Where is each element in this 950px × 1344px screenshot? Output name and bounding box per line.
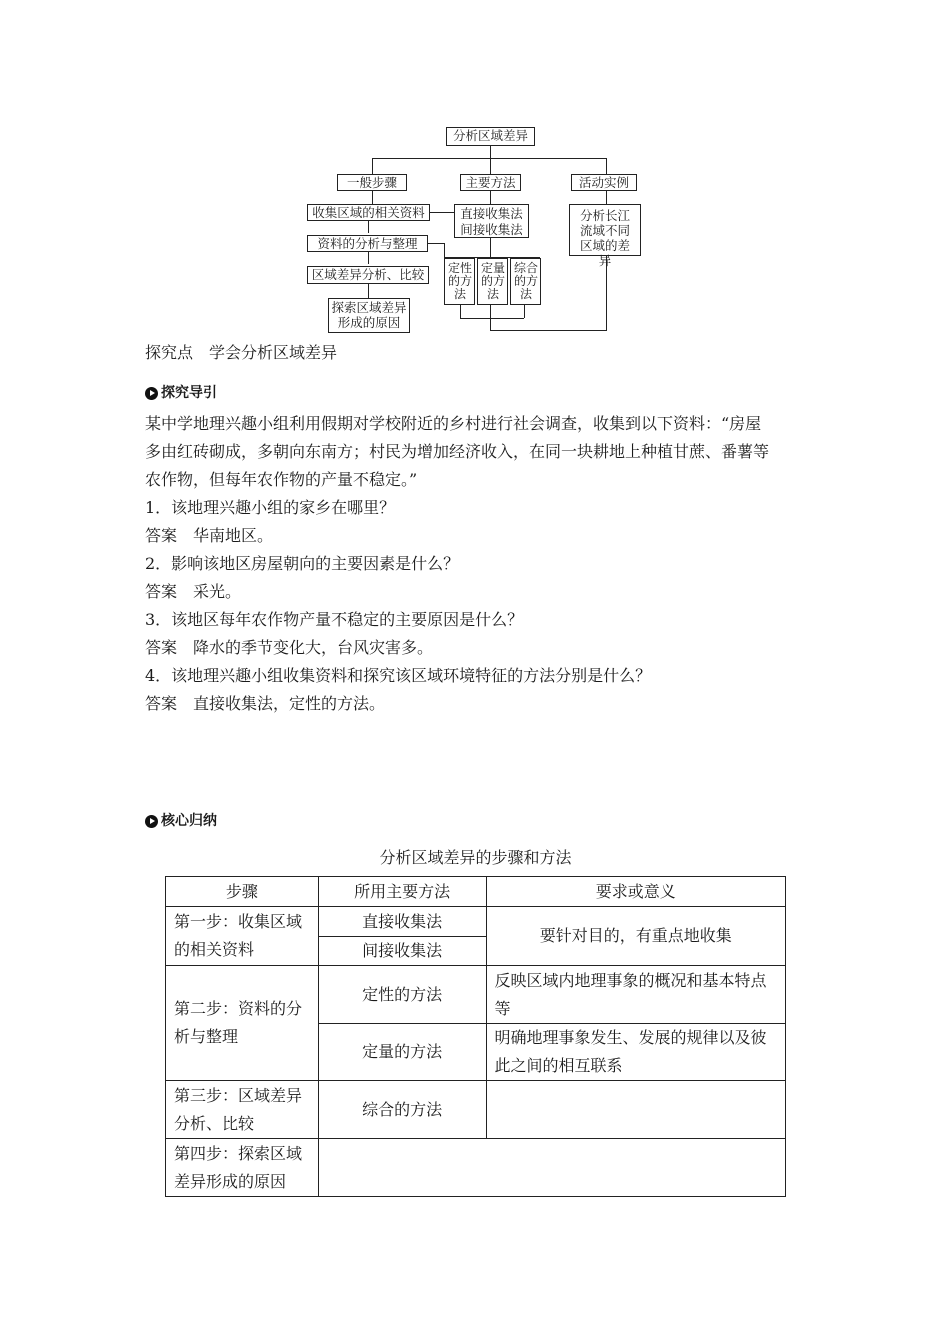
table-row bbox=[166, 1081, 786, 1139]
connector-line bbox=[490, 305, 491, 331]
guide-heading bbox=[145, 384, 217, 402]
connector-line bbox=[368, 221, 369, 233]
connector-line bbox=[490, 158, 491, 174]
inquiry-title: 探究点 学会分析区域差异 bbox=[145, 343, 338, 362]
method-label: 定性的方法 bbox=[447, 261, 472, 301]
example-box: 分析长江流域不同区域的差异 bbox=[569, 204, 641, 256]
header-cell: 所用主要方法 bbox=[318, 877, 486, 907]
answer: 答案 华南地区。 bbox=[145, 526, 274, 545]
connector-line bbox=[368, 284, 369, 298]
connector-line bbox=[606, 158, 607, 174]
header-cell: 步骤 bbox=[166, 877, 319, 907]
method-box bbox=[444, 258, 475, 305]
passage-line: 多由红砖砌成，多朝向东南方；村民为增加经济收入，在同一块耕地上种植甘蔗、番薯等 bbox=[145, 442, 770, 461]
table-title: 分析区域差异的步骤和方法 bbox=[379, 848, 572, 867]
root-box: 分析区域差异 bbox=[446, 127, 535, 146]
method-label: 间接收集法 bbox=[460, 222, 523, 237]
table-row bbox=[166, 1139, 786, 1197]
method-cell: 定量的方法 bbox=[318, 1024, 486, 1081]
branch-methods-box: 主要方法 bbox=[460, 174, 521, 191]
connector-line bbox=[606, 191, 607, 204]
connector-line bbox=[368, 252, 369, 264]
step-cell: 第四步：探索区域差异形成的原因 bbox=[166, 1139, 319, 1197]
method-label: 定量的方法 bbox=[480, 261, 505, 301]
method-box bbox=[510, 258, 541, 305]
connector-line bbox=[372, 158, 606, 159]
table-header-row bbox=[166, 877, 786, 907]
step-box: 探索区域差异形成的原因 bbox=[328, 298, 410, 333]
step-cell: 第三步：区域差异分析、比较 bbox=[166, 1081, 319, 1139]
method-cell: 间接收集法 bbox=[318, 937, 486, 966]
connector-line bbox=[460, 305, 461, 318]
method-cell: 定性的方法 bbox=[318, 966, 486, 1024]
passage-line: 农作物，但每年农作物的产量不稳定。” bbox=[145, 470, 418, 489]
answer: 答案 降水的季节变化大，台风灾害多。 bbox=[145, 638, 434, 657]
connector-line bbox=[490, 330, 606, 331]
connector-line bbox=[490, 238, 491, 257]
step-cell: 第二步：资料的分析与整理 bbox=[166, 966, 319, 1081]
header-cell: 要求或意义 bbox=[486, 877, 786, 907]
step-cell: 第一步：收集区域的相关资料 bbox=[166, 907, 319, 966]
connector-line bbox=[372, 191, 373, 204]
question: 4．该地理兴趣小组收集资料和探究该区域环境特征的方法分别是什么？ bbox=[145, 666, 652, 685]
method-cell: 直接收集法 bbox=[318, 907, 486, 937]
requirement-cell bbox=[486, 1081, 786, 1139]
method-cell: 综合的方法 bbox=[318, 1081, 486, 1139]
table-row bbox=[166, 907, 786, 937]
requirement-cell: 要针对目的，有重点地收集 bbox=[486, 907, 786, 966]
summary-table bbox=[165, 876, 786, 1197]
step-box: 区域差异分析、比较 bbox=[307, 266, 429, 284]
connector-line bbox=[460, 318, 524, 319]
method-label: 直接收集法 bbox=[460, 206, 523, 221]
connector-line bbox=[524, 305, 525, 318]
requirement-cell: 明确地理事象发生、发展的规律以及彼此之间的相互联系 bbox=[486, 1024, 786, 1081]
core-heading bbox=[145, 812, 217, 830]
core-heading-text: 核心归纳 bbox=[161, 813, 217, 829]
guide-heading-text: 探究导引 bbox=[161, 385, 217, 401]
answer: 答案 采光。 bbox=[145, 582, 242, 601]
connector-line bbox=[444, 243, 445, 257]
connector-line bbox=[372, 158, 373, 174]
question: 1．该地理兴趣小组的家乡在哪里？ bbox=[145, 498, 396, 517]
connector-line bbox=[490, 191, 491, 204]
question: 2．影响该地区房屋朝向的主要因素是什么？ bbox=[145, 554, 460, 573]
play-circle-icon bbox=[145, 815, 158, 828]
step-box: 收集区域的相关资料 bbox=[307, 204, 430, 221]
method-box bbox=[477, 258, 508, 305]
empty-cell bbox=[318, 1139, 785, 1197]
table-row bbox=[166, 966, 786, 1024]
branch-example-box: 活动实例 bbox=[571, 174, 637, 191]
branch-steps-box: 一般步骤 bbox=[337, 174, 407, 191]
step-box: 资料的分析与整理 bbox=[307, 235, 428, 252]
play-circle-icon bbox=[145, 387, 158, 400]
passage-line: 某中学地理兴趣小组利用假期对学校附近的乡村进行社会调查，收集到以下资料：“房屋 bbox=[145, 414, 762, 433]
requirement-cell: 反映区域内地理事象的概况和基本特点等 bbox=[486, 966, 786, 1024]
connector-line bbox=[490, 146, 491, 158]
question: 3．该地区每年农作物产量不稳定的主要原因是什么？ bbox=[145, 610, 524, 629]
connector-line bbox=[428, 243, 444, 244]
collect-methods-box bbox=[454, 204, 529, 238]
method-label: 综合的方法 bbox=[513, 261, 538, 301]
answer: 答案 直接收集法，定性的方法。 bbox=[145, 694, 386, 713]
connector-line bbox=[430, 212, 454, 213]
